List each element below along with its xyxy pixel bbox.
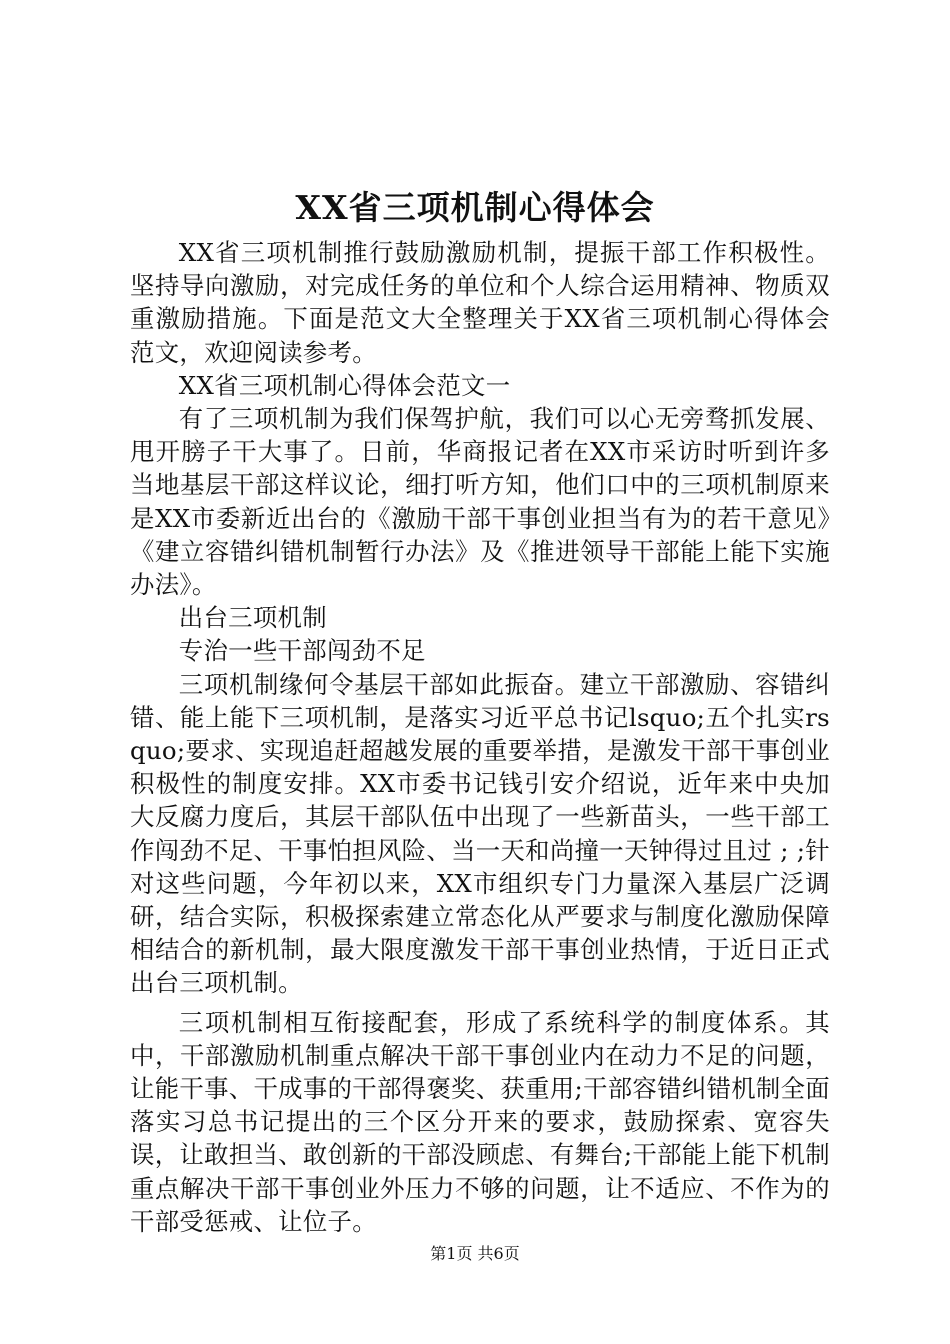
page-number: 第1页 共6页 — [430, 1244, 520, 1263]
section-heading: XX省三项机制心得体会范文一 — [178, 370, 511, 400]
body-paragraph: 三项机制相互衔接配套，形成了系统科学的制度体系。其中，干部激励机制重点解决干部干事创业内在动力不足的问题，让能干事、干成事的干部得褒奖、获重用;干部容错纠错机制全面落实习总书记提出的三个区分开来的要求，鼓励探索、宽容失误，让敢担当、敢创新的干部没顾虑、有舞台;干部能上能下机制重点解决干部干事创业外压力不够的问题，让不适应、不作为的干部受惩戒、让位子。 — [130, 1007, 830, 1236]
document-title: XX省三项机制心得体会 — [295, 188, 655, 227]
document-body — [130, 236, 830, 1238]
subheading: 出台三项机制 — [178, 603, 327, 633]
body-paragraph: 三项机制缘何令基层干部如此振奋。建立干部激励、容错纠错、能上能下三项机制，是落实习近平总书记lsquo;五个扎实rsquo;要求、实现追赶超越发展的重要举措，是激发干部干事创业积极性的制度安排。XX市委书记钱引安介绍说，近年来中央加大反腐力度后，其层干部队伍中出现了一些新苗头，一些干部工作闯劲不足、干事怕担风险、当一天和尚撞一天钟得过且过 ; ;针对这些问题，今年初以来，XX市组织专门力量深入基层广泛调研，结合实际，积极探索建立常态化从严要求与制度化激励保障相结合的新机制，最大限度激发干部干事创业热情，于近日正式出台三项机制。 — [130, 669, 830, 998]
subheading: 专治一些干部闯劲不足 — [178, 636, 426, 666]
intro-paragraph: XX省三项机制推行鼓励激励机制，提振干部工作积极性。坚持导向激励，对完成任务的单位和个人综合运用精神、物质双重激励措施。下面是范文大全整理关于XX省三项机制心得体会范文，欢迎阅读参考。 — [130, 238, 830, 367]
body-paragraph: 有了三项机制为我们保驾护航，我们可以心无旁骛抓发展、甩开膀子干大事了。日前，华商报记者在XX市采访时听到许多当地基层干部这样议论，细打听方知，他们口中的三项机制原来是XX市委新近出台的《激励干部干事创业担当有为的若干意见》《建立容错纠错机制暂行办法》及《推进领导干部能上能下实施办法》。 — [130, 404, 830, 600]
